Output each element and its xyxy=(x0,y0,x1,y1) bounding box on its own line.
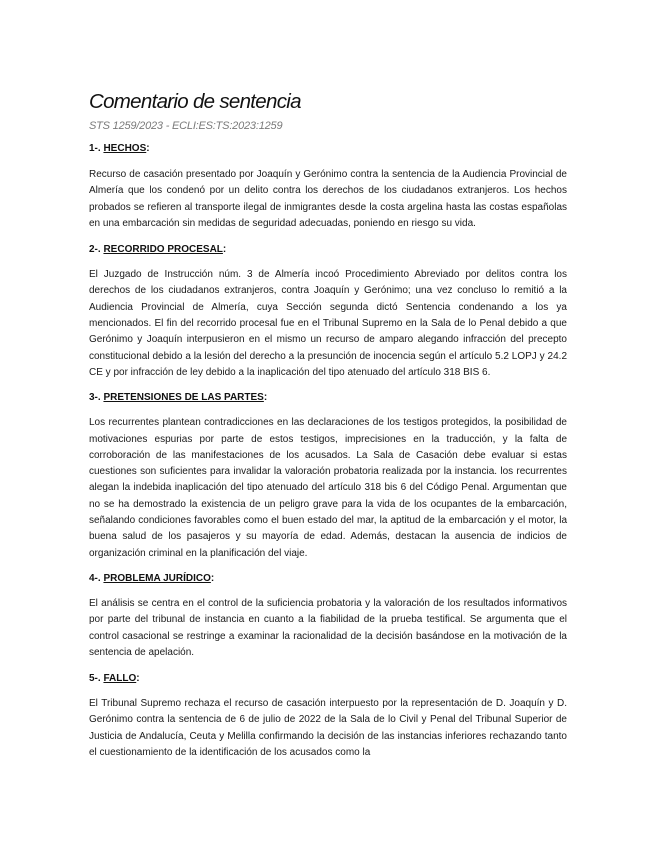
document-title: Comentario de sentencia xyxy=(89,90,301,113)
section-label: HECHOS xyxy=(103,143,147,154)
section-pretensiones xyxy=(89,391,567,562)
section-label: RECORRIDO PROCESAL xyxy=(103,244,223,256)
section-paragraph: El análisis se centra en el control de la suficiencia probatoria y la valoración de los resultados informativos por parte del tribunal de instancia en cuanto a la fiabilidad de la prueba testifical. Se argumenta que el control casacional se restringe a examinar la racionalidad de la decisión basándose en la motivación de la sentencia de apelación. xyxy=(89,597,567,658)
section-fallo xyxy=(89,672,567,761)
section-number: 4-. xyxy=(89,572,101,584)
section-hechos xyxy=(89,142,567,232)
section-number: 5-. xyxy=(89,673,101,685)
section-recorrido-procesal xyxy=(89,243,567,381)
section-label: PROBLEMA JURÍDICO xyxy=(103,572,211,584)
section-problema-juridico xyxy=(89,572,567,661)
section-label: PRETENSIONES DE LAS PARTES xyxy=(103,392,264,404)
section-heading: 4-. PROBLEMA JURÍDICO: xyxy=(89,572,215,584)
section-paragraph: Recurso de casación presentado por Joaquín y Gerónimo contra la sentencia de la Audiencia Provincial de Almería que los condenó por un delito contra los derechos de los ciudadanos extranjeros. Los hechos probados se refieren al transporte ilegal de inmigrantes desde la costa argelina hasta las costas españolas en una embarcación sin medidas de seguridad adecuadas, poniendo en riesgo su vida. xyxy=(89,169,567,229)
section-heading: 2-. RECORRIDO PROCESAL: xyxy=(89,244,227,256)
section-number: 2-. xyxy=(89,244,101,256)
section-paragraph: El Juzgado de Instrucción núm. 3 de Almería incoó Procedimiento Abreviado por delitos contra los derechos de los ciudadanos extranjeros, contra Joaquín y Gerónimo; una vez concluso lo remitió a la Audiencia Provincial de Almería, cuya Sección segunda dictó Sentencia condenando a los ya mencionados. El fin del recorrido procesal fue en el Tribunal Supremo en la Sala de lo Penal debido a que Gerónimo y Joaquín interpusieron en el mismo un recurso de amparo alegando infracción del precepto constitucional debido a la lesión del derecho a la presunción de inocencia según el artículo 5.2 LOPJ y 24.2 CE y por infracción de ley debido a la inaplicación del tipo atenuado del artículo 318 BIS 6. xyxy=(89,269,567,378)
case-reference: STS 1259/2023 - ECLI:ES:TS:2023:1259 xyxy=(89,120,283,132)
section-paragraph: Los recurrentes plantean contradicciones en las declaraciones de los testigos protegidos, la posibilidad de motivaciones espurias por parte de estos testigos, imprecisiones en la traducción, y la falta de corroboración de las manifestaciones de los acusados. La Sala de Casación debe evaluar si estas cuestiones son suficientes para invalidar la valoración probatoria realizada por la instancia. los recurrentes alegan la indebida inaplicación del tipo atenuado del artículo 318 bis 6 del Código Penal. Argumentan que no se ha demostrado la existencia de un peligro grave para la vida de los ocupantes de la embarcación, señalando condiciones favorables como el buen estado del mar, la aptitud de la embarcación y el motor, la buena salud de los pasajeros y su mayoría de edad. Además, destacan la ausencia de indicios de organización criminal en la planificación del viaje. xyxy=(89,417,567,559)
section-heading: 1-. HECHOS: xyxy=(89,143,150,154)
section-number: 1-. xyxy=(89,143,101,154)
section-heading: 5-. FALLO: xyxy=(89,673,140,685)
section-heading: 3-. PRETENSIONES DE LAS PARTES: xyxy=(89,392,268,404)
section-paragraph: El Tribunal Supremo rechaza el recurso de casación interpuesto por la representación de D. Joaquín y D. Gerónimo contra la sentencia de 6 de julio de 2022 de la Sala de lo Civil y Penal del Tribunal Superior de Justicia de Andalucía, Ceuta y Melilla confirmando la decisión de las instancias inferiores rechazando tanto el cuestionamiento de la identificación de los acusados como la xyxy=(89,698,567,759)
section-number: 3-. xyxy=(89,392,101,404)
section-label: FALLO xyxy=(103,673,137,685)
